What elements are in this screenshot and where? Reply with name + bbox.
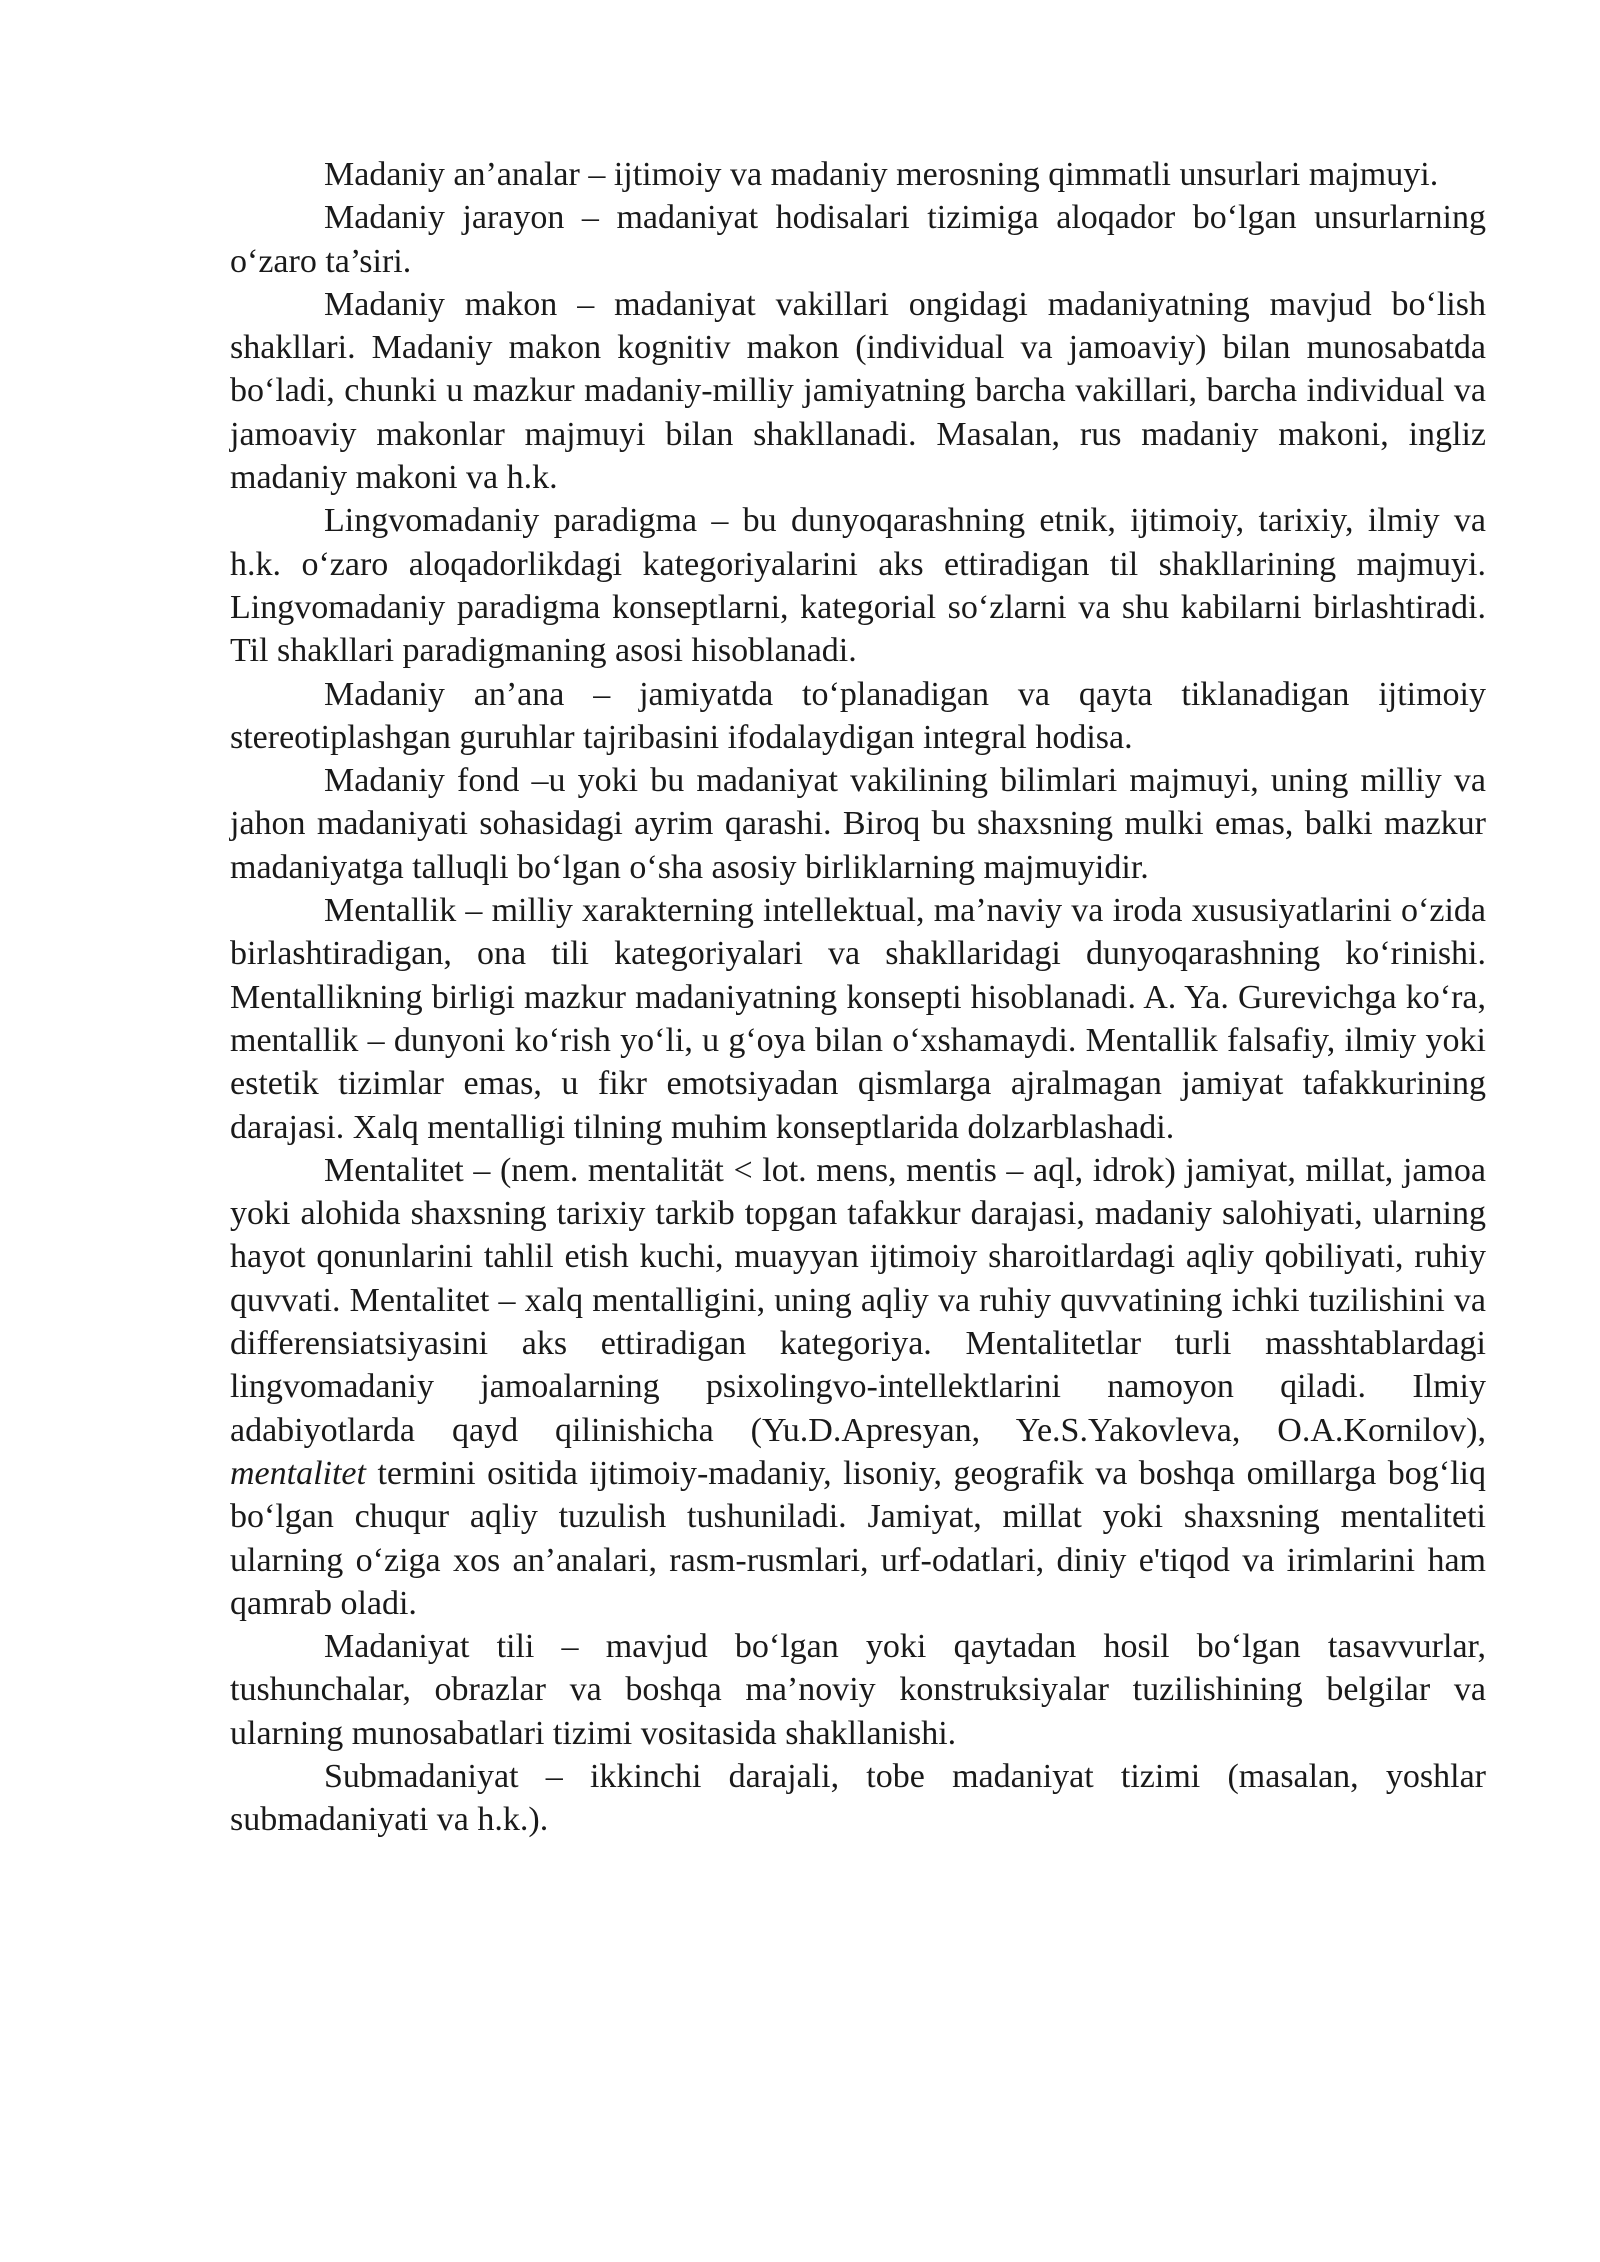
body-text bbox=[230, 153, 1486, 1842]
paragraph-madaniy-jarayon: Madaniy jarayon – madaniyat hodisalari tizimiga aloqador bo‘lgan unsurlarning o‘zaro ta’siri. bbox=[230, 199, 1486, 280]
paragraph-madaniy-ananalar: Madaniy an’analar – ijtimoiy va madaniy merosning qimmatli unsurlari majmuyi. bbox=[324, 156, 1439, 193]
paragraph-submadaniyat: Submadaniyat – ikkinchi darajali, tobe madaniyat tizimi (masalan, yoshlar submadaniyati va h.k.). bbox=[230, 1757, 1486, 1839]
paragraph-madaniyat-tili: Madaniyat tili – mavjud bo‘lgan yoki qaytadan hosil bo‘lgan tasavvurlar, tushunchalar, obrazlar va boshqa ma’noviy konstruksiyalar tuzilishining belgilar va ularning munosabatlari tizimi vositasida shakllanishi. bbox=[230, 1628, 1486, 1752]
mentalitet-term-italic: mentalitet bbox=[230, 1454, 366, 1492]
paragraph-madaniy-fond: Madaniy fond –u yoki bu madaniyat vakilining bilimlari majmuyi, uning milliy va jahon madaniyati sohasidagi ayrim qarashi. Biroq bu shaxsning mulki emas, balki mazkur madaniyatga talluqli bo‘lgan o‘sha asosiy birliklarning majmuyidir. bbox=[230, 762, 1486, 886]
paragraph-lingvomadaniy-paradigma: Lingvomadaniy paradigma – bu dunyoqarashning etnik, ijtimoiy, tarixiy, ilmiy va h.k. o‘zaro aloqadorlikdagi kategoriyalarini aks ettiradigan til shakllarining majmuyi. Lingvomadaniy paradigma konseptlarni, kategorial so‘zlarni va shu kabilarni birlashtiradi. Til shakllari paradigmaning asosi hisoblanadi. bbox=[230, 502, 1486, 670]
paragraph-madaniy-anana: Madaniy an’ana – jamiyatda to‘planadigan va qayta tiklanadigan ijtimoiy stereotiplashgan guruhlar tajribasini ifodalaydigan integral hodisa. bbox=[230, 675, 1486, 756]
paragraph-madaniy-makon: Madaniy makon – madaniyat vakillari ongidagi madaniyatning mavjud bo‘lish shakllari. Madaniy makon kognitiv makon (individual va jamoaviy) bilan munosabatda bo‘ladi, chunki u mazkur madaniy-milliy jamiyatning barcha vakillari, barcha individual va jamoaviy makonlar majmuyi bilan shakllanadi. Masalan, rus madaniy makoni, ingliz madaniy makoni va h.k. bbox=[230, 285, 1486, 497]
paragraph-mentalitet bbox=[230, 1149, 1486, 1625]
mentalitet-text-after: termini ositida ijtimoiy-madaniy, lisoniy, geografik va boshqa omillarga bog‘liq bo‘lgan chuqur aqliy tuzulish tushuniladi. Jamiyat, millat yoki shaxsning mentaliteti ularning o‘ziga xos an’analari, rasm-rusmlari, urf-odatlari, diniy e'tiqod va irimlarini ham qamrab oladi. bbox=[230, 1454, 1486, 1622]
mentalitet-text-before: Mentalitet – (nem. mentalität < lot. mens, mentis – aql, idrok) jamiyat, millat, jamoa yoki alohida shaxsning tarixiy tarkib topgan tafakkur darajasi, madaniy salohiyati, ularning hayot qonunlarini tahlil etish kuchi, muayyan ijtimoiy sharoitlardagi aqliy qobiliyati, ruhiy quvvati. Mentalitet – xalq mentalligini, uning aqliy va ruhiy quvvatining ichki tuzilishini va differensiatsiyasini aks ettiradigan kategoriya. Mentalitetlar turli masshtablardagi lingvomadaniy jamoalarning psixolingvo-intellektlarini namoyon qiladi. Ilmiy adabiyotlarda qayd qilinishicha (Yu.D.Apresyan, Ye.S.Yakovleva, O.A.Kornilov), bbox=[230, 1151, 1486, 1449]
paragraph-mentallik: Mentallik – milliy xarakterning intellektual, ma’naviy va iroda xususiyatlarini o‘zida birlashtiradigan, ona tili kategoriyalari va shakllaridagi dunyoqarashning ko‘rinishi. Mentallikning birligi mazkur madaniyatning konsepti hisoblanadi. A. Ya. Gurevichga ko‘ra, mentallik – dunyoni ko‘rish yo‘li, u g‘oya bilan o‘xshamaydi. Mentallik falsafiy, ilmiy yoki estetik tizimlar emas, u fikr emotsiyadan qismlarga ajralmagan jamiyat tafakkurining darajasi. Xalq mentalligi tilning muhim konseptlarida dolzarblashadi. bbox=[230, 892, 1486, 1146]
